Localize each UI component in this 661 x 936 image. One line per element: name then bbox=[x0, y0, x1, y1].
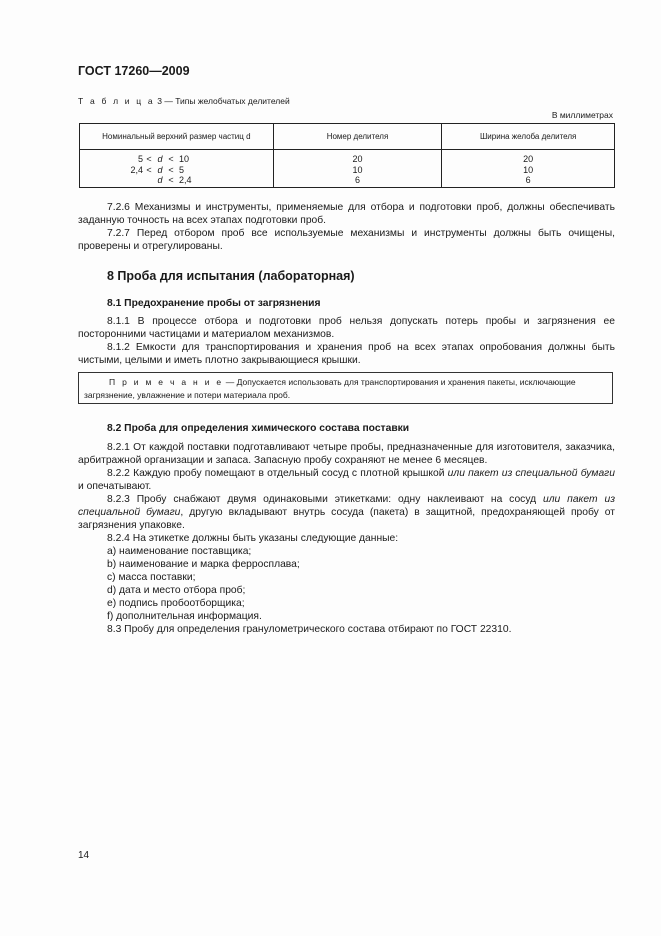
note-label: П р и м е ч а н и е bbox=[109, 377, 224, 387]
subsection-8-2-paragraphs bbox=[78, 441, 615, 636]
subsection-8-1-title: 8.1 Предохранение пробы от загрязнения bbox=[107, 298, 321, 309]
list-item: d) дата и место отбора проб; bbox=[107, 585, 246, 596]
chute-width-cell: 10 bbox=[442, 165, 615, 176]
table-row bbox=[80, 150, 615, 165]
column-header: Номинальный верхний размер частиц d bbox=[80, 124, 274, 150]
note-box bbox=[78, 372, 613, 404]
size-range-cell: 2,4 < d < 5 bbox=[80, 165, 274, 176]
paragraph-8-2-2: 8.2.2 Каждую пробу помещают в отдельный сосуд с плотной крышкой или пакет из специальной бумаги и опечатывают. bbox=[78, 468, 615, 492]
splitter-types-table bbox=[79, 123, 615, 188]
document-header: ГОСТ 17260—2009 bbox=[78, 64, 190, 78]
paragraph-8-1-2: 8.1.2 Емкости для транспортирования и хранения проб на всех этапах опробования должны быть чистыми, целыми и иметь плотно закрывающиеся крышки. bbox=[78, 342, 615, 366]
table-units: В миллиметрах bbox=[551, 110, 613, 120]
paragraph-8-2-3: 8.2.3 Пробу снабжают двумя одинаковыми этикетками: одну наклеивают на сосуд или пакет из специальной бумаги, другую вкладывают внутрь сосуда (пакета) в защитной, предохраняющей пробу от загрязнения упаковке. bbox=[78, 494, 615, 531]
list-item: e) подпись пробоотборщика; bbox=[107, 598, 245, 609]
chute-width-cell: 20 bbox=[442, 150, 615, 165]
section-7-paragraphs bbox=[78, 201, 615, 253]
splitter-number-cell: 6 bbox=[273, 175, 442, 187]
page-number: 14 bbox=[78, 850, 90, 861]
paragraph-8-1-1: 8.1.1 В процессе отбора и подготовки проб нельзя допускать потерь пробы и загрязнения ее посторонними частицами и материалом механизмов. bbox=[78, 316, 615, 340]
subsection-8-2-title: 8.2 Проба для определения химического состава поставки bbox=[107, 423, 410, 434]
chute-width-cell: 6 bbox=[442, 175, 615, 187]
splitter-number-cell: 10 bbox=[273, 165, 442, 176]
section-8-title: 8 Проба для испытания (лабораторная) bbox=[107, 269, 355, 283]
table-caption-text: 3 — Типы желобчатых делителей bbox=[157, 96, 290, 106]
list-item: c) масса поставки; bbox=[107, 572, 196, 583]
note-text: — Допускается использовать для транспортирования и хранения пакеты, исключающие загрязнение, увлажнение и потери материала проб. bbox=[84, 377, 576, 400]
column-header: Номер делителя bbox=[273, 124, 442, 150]
column-header: Ширина желоба делителя bbox=[442, 124, 615, 150]
splitter-number-cell: 20 bbox=[273, 150, 442, 165]
table-caption bbox=[78, 96, 290, 106]
table-header-row bbox=[80, 124, 615, 150]
size-range-cell: d < 2,4 bbox=[80, 175, 274, 187]
paragraph-8-2-1: 8.2.1 От каждой поставки подготавливают четыре пробы, предназначенные для изготовителя, заказчика, арбитражной организации и запаса. Запасную пробу сохраняют не менее 6 месяцев. bbox=[78, 442, 615, 466]
paragraph-7-2-6: 7.2.6 Механизмы и инструменты, применяемые для отбора и подготовки проб, должны обеспечивать заданную точность на всех этапах подготовки проб. bbox=[78, 202, 615, 226]
paragraph-8-2-4: 8.2.4 На этикетке должны быть указаны следующие данные: bbox=[107, 533, 399, 544]
size-range-cell: 5 < d < 10 bbox=[80, 150, 274, 165]
list-item: a) наименование поставщика; bbox=[107, 546, 252, 557]
table-row bbox=[80, 175, 615, 187]
table-row bbox=[80, 165, 615, 176]
paragraph-8-3: 8.3 Пробу для определения гранулометрического состава отбирают по ГОСТ 22310. bbox=[107, 624, 512, 635]
list-item: f) дополнительная информация. bbox=[107, 611, 262, 622]
paragraph-7-2-7: 7.2.7 Перед отбором проб все используемые механизмы и инструменты должны быть очищены, проверены и отрегулированы. bbox=[78, 228, 615, 252]
list-item: b) наименование и марка ферросплава; bbox=[107, 559, 300, 570]
subsection-8-1-paragraphs bbox=[78, 315, 615, 367]
table-caption-label: Т а б л и ц а bbox=[78, 96, 155, 106]
